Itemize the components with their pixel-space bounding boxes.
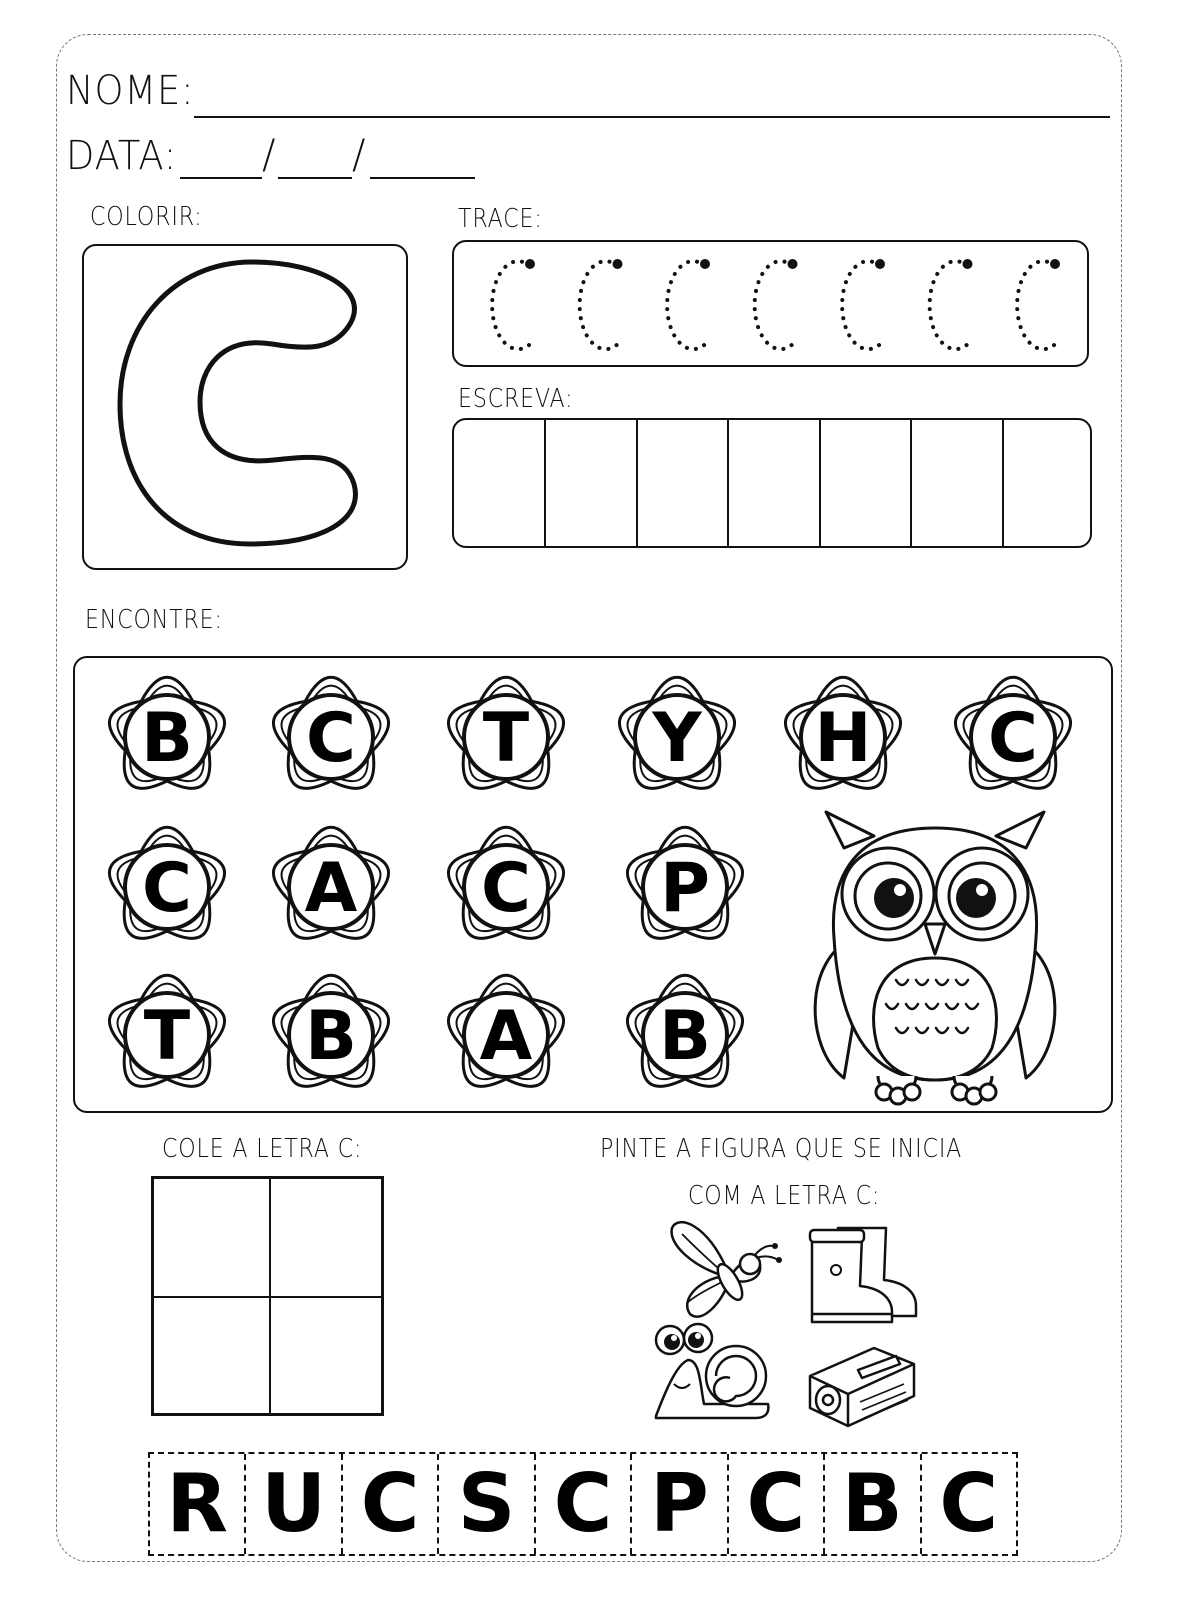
date-separator: / (262, 132, 277, 178)
snail-icon[interactable] (648, 1324, 772, 1424)
pinte-label-line1: PINTE A FIGURA QUE SE INICIA (600, 1134, 963, 1164)
cole-label: COLE A LETRA C: (162, 1134, 363, 1164)
flower-item[interactable] (273, 827, 388, 938)
encontre-label: ENCONTRE: (85, 605, 223, 635)
boot-icon[interactable] (808, 1222, 920, 1328)
flower-item[interactable] (627, 827, 742, 938)
flower-item[interactable] (109, 827, 224, 938)
strip-letter[interactable]: C (939, 1457, 999, 1550)
flower-item[interactable] (785, 677, 900, 788)
butterfly-icon[interactable] (668, 1214, 788, 1324)
flower-letter: T (143, 997, 191, 1076)
flower-letter: A (304, 849, 358, 928)
flower-item[interactable] (448, 827, 563, 938)
strip-letter[interactable]: U (246, 1454, 342, 1554)
flower-letter: C (306, 699, 356, 778)
flower-letter: B (659, 997, 711, 1076)
flower-letter: P (660, 849, 710, 928)
strip-letter[interactable]: R (150, 1454, 246, 1554)
flower-item[interactable] (448, 975, 563, 1086)
flower-item[interactable] (109, 975, 224, 1086)
strip-letter[interactable]: S (439, 1454, 535, 1554)
strip-letter[interactable]: C (343, 1454, 439, 1554)
owl-icon (804, 808, 1066, 1108)
letter-strip (148, 1452, 1018, 1556)
flower-letter: H (814, 699, 872, 778)
date-label: DATA: (66, 133, 178, 179)
flower-item[interactable] (109, 677, 224, 788)
strip-letter[interactable]: P (632, 1454, 728, 1554)
flower-item[interactable] (273, 677, 388, 788)
flower-item[interactable] (273, 975, 388, 1086)
sharpener-icon[interactable] (804, 1342, 920, 1430)
flower-item[interactable] (619, 677, 734, 788)
pinte-label-line2: COM A LETRA C: (688, 1181, 881, 1211)
flower-letter: A (479, 997, 533, 1076)
strip-letter[interactable]: C (729, 1454, 825, 1554)
paste-grid[interactable] (151, 1176, 384, 1416)
flower-item[interactable] (955, 677, 1070, 788)
trace-label: TRACE: (458, 204, 543, 234)
flower-item[interactable] (448, 677, 563, 788)
flower-letter: Y (652, 699, 702, 778)
flower-item[interactable] (627, 975, 742, 1086)
flower-letter: T (482, 699, 530, 778)
strip-letter[interactable]: C (536, 1454, 632, 1554)
date-separator: / (352, 132, 367, 178)
flower-letter: B (141, 699, 193, 778)
flower-letter: C (988, 699, 1038, 778)
strip-letter[interactable]: B (825, 1454, 921, 1554)
colorir-label: COLORIR: (90, 202, 203, 232)
name-label: NOME: (66, 68, 195, 114)
escreva-label: ESCREVA: (458, 384, 574, 414)
flower-letter: C (142, 849, 192, 928)
flower-letter: B (305, 997, 357, 1076)
flower-letter: C (481, 849, 531, 928)
